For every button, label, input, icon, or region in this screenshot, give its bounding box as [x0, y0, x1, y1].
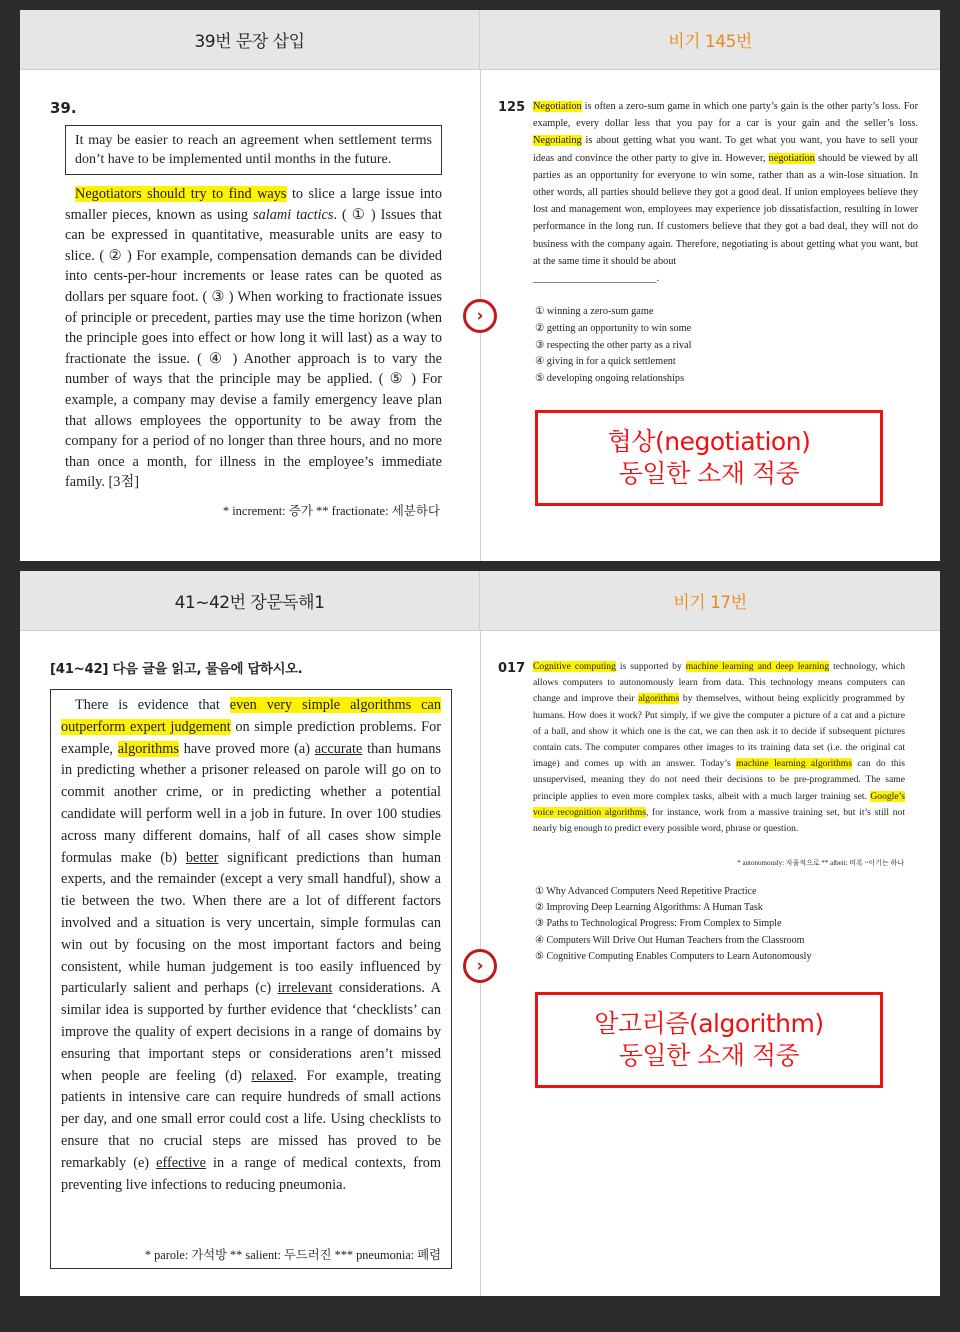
passage-text: in a range of medical contexts, from preventing live infections to reducing pneumonia. — [61, 1154, 441, 1193]
reference-number: 017 — [498, 661, 526, 676]
highlighted-word: Negotiation — [533, 101, 582, 112]
option: ⑤ Cognitive Computing Enables Computers to Learn Autonomously — [535, 950, 812, 962]
passage-text: is supported by — [615, 661, 686, 672]
callout-line: 알고리즘(algorithm) — [594, 1009, 824, 1038]
question-number: 39. — [50, 99, 77, 117]
highlighted-word: algorithms — [638, 693, 680, 705]
option: ① Why Advanced Computers Need Repetitive Practice — [535, 886, 757, 897]
answer-blank: ________________________. — [533, 273, 660, 285]
option: ④ Computers Will Drive Out Human Teachers from the Classroom — [535, 934, 805, 946]
question-instruction: [41~42] 다음 글을 읽고, 물음에 답하시오. — [50, 662, 303, 677]
option: ② Improving Deep Learning Algorithms: A Human Task — [535, 902, 763, 914]
highlighted-phrase: machine learning and deep learning — [685, 661, 830, 672]
passage-text: is often a zero-sum game in which one party’s gain is the other party’s loss. For example, every dollar less that you pay for a car is your gain and the seller’s loss. — [533, 101, 918, 130]
italic-term: salami tactics — [253, 206, 334, 223]
passage-text: on simple prediction problems. For example, — [61, 718, 441, 757]
exam-question-header: 39번 문장 삽입 — [20, 10, 480, 70]
match-callout — [535, 410, 883, 506]
underlined-word: better — [185, 849, 219, 866]
footnote: * autonomously: 자율적으로 ** albeit: 비록 ~이기는 하나 — [737, 859, 904, 867]
passage-text: by themselves, without being explicitly programmed by humans. How does it work? Put simply, if we give the computer a picture of a cat and a picture of a ball, and show it which one is the cat, we can then ask it to decide if subsequent pictures contain cats. The computer compares other images to its training data set (i.e. the original cat image) and comes up with an answer. Today’s — [533, 693, 905, 770]
option: ⑤ developing ongoing relationships — [535, 373, 685, 385]
passage-text: considerations. A similar idea is supported by further evidence that ‘checklists’ can improve the quality of expert decisions in a range of domains by ensuring that important steps or considerations aren’t missed when people are feeling (d) — [61, 980, 442, 1084]
exam-question-header: 41~42번 장문독해1 — [20, 571, 480, 631]
answer-options — [535, 884, 811, 965]
option: ① winning a zero-sum game — [535, 306, 654, 317]
textbook-reference-header: 비기 17번 — [480, 571, 940, 631]
callout-line: 협상(negotiation) — [607, 427, 811, 456]
passage-text: . ( ① ) Issues that can be expressed in quantitative, measurable units are easy to slice. ( ② ) For example, compensation demands can be divided into cents-per-hour increments or lease rates can be quoted as dollars per square foot. ( ③ ) When working to fractionate issues of principle or precedent, parties may use the time horizon (when the principle goes into effect or how long it will last) as a way to fractionate the issue. ( ④ ) Another approach is to vary the number of ways that the principle may be applied. ( ⑤ ) For example, a company may devise a family emergency leave plan that allows employees the opportunity to be away from the company for a period of no longer than three hours, and no more than once a month, for illness in the employee’s immediate family. [3점] — [65, 206, 442, 491]
underlined-word: accurate — [314, 740, 363, 757]
highlighted-phrase: Google’s voice recognition algorithms — [533, 790, 905, 818]
option: ④ giving in for a quick settlement — [535, 356, 676, 368]
underlined-word: irrelevant — [277, 980, 333, 997]
passage-text: than humans in predicting whether a prisoner released on parole will go on to commit another crime, or in predicting whether a potential candidate will perform well in a job in future. In over 100 studies across many different domains, half of all cases show simple formulas make (b) — [61, 740, 441, 866]
option: ③ respecting the other party as a rival — [535, 339, 692, 351]
question-passage — [65, 184, 442, 493]
passage-text: have proved more (a) — [178, 740, 315, 757]
reference-number: 125 — [498, 100, 526, 115]
underlined-word: relaxed — [251, 1067, 294, 1084]
passage-text: , for instance, work from a massive training set, but it’s still not nearly big enough to predict every possible word, phrase or question. — [533, 806, 905, 835]
highlighted-phrase: Cognitive computing — [533, 661, 616, 672]
highlighted-word: algorithms — [117, 740, 179, 757]
reference-passage — [533, 98, 918, 287]
passage-text: to slice a large issue into smaller pieces, known as using — [65, 186, 443, 223]
footnote: * parole: 가석방 ** salient: 두드러진 *** pneumonia: 폐렴 — [144, 1248, 441, 1262]
passage-text: can do this unsupervised, meaning they do not need their decisions to be pre-programmed. The same principle applies to even more complex tasks, albeit with a much larger training set. — [533, 758, 905, 802]
textbook-reference-header: 비기 145번 — [480, 10, 940, 70]
option: ② getting an opportunity to win some — [535, 322, 692, 334]
passage-text: significant predictions than human experts, and the remainder (except a very small handful), show a tie between the two. When there are a lot of different factors involved and a situation is very uncertain, simple formulas can win out by focusing on the most important factors and being consistent, while human judgement is too easily influenced by particularly salient and perhaps (c) — [61, 849, 441, 997]
highlighted-word: negotiation — [768, 152, 815, 164]
callout-line: 동일한 소재 적중 — [618, 459, 800, 488]
highlighted-phrase: Negotiators should try to find ways — [75, 186, 287, 202]
highlighted-phrase: even very simple algorithms can outperform expert judgement — [61, 697, 441, 735]
reference-passage — [533, 659, 905, 837]
comparison-panel-negotiation — [20, 10, 940, 561]
question-passage — [61, 695, 441, 1196]
footnote: * increment: 증가 ** fractionate: 세분하다 — [222, 504, 440, 518]
underlined-word: effective — [156, 1154, 206, 1171]
passage-text: . For example, treating patients in intensive care can require hundreds of small actions per day, and one small error could cost a life. Using checklists to ensure that no crucial steps are missed has proved to be remarkably (e) — [61, 1067, 441, 1171]
question-passage-box — [50, 689, 452, 1269]
passage-text: should be viewed by all parties as an opportunity for everyone to win some, rather than as a win-lose situation. In other words, all parties should believe they got a good deal. If union employees believe they lost and management won, employees may experience job dissatisfaction, resulting in lower performance in the long run. If customers believe that they got a bad deal, they will not do business with the company again. Therefore, negotiating is about getting what you want, but at the same time it should be about — [533, 152, 918, 267]
match-callout — [535, 992, 883, 1088]
passage-text: is about getting what you want. To get what you want, you have to sell your ideas and convince the other party to give in. However, — [533, 135, 918, 164]
chevron-right-icon: › — [463, 299, 497, 333]
given-sentence-box: It may be easier to reach an agreement when settlement terms don’t have to be implemented until months in the future. — [65, 125, 442, 175]
callout-line: 동일한 소재 적중 — [618, 1041, 800, 1070]
highlighted-phrase: machine learning algorithms — [736, 758, 852, 770]
highlighted-word: Negotiating — [533, 135, 582, 147]
answer-options — [535, 304, 691, 388]
option: ③ Paths to Technological Progress: From Complex to Simple — [535, 918, 782, 930]
comparison-panel-algorithm — [20, 571, 940, 1296]
passage-text: There is evidence that — [75, 697, 230, 713]
chevron-right-icon: › — [463, 949, 497, 983]
passage-text: technology, which allows computers to autonomously learn from data. This technology means computers can change and improve their — [533, 661, 905, 705]
